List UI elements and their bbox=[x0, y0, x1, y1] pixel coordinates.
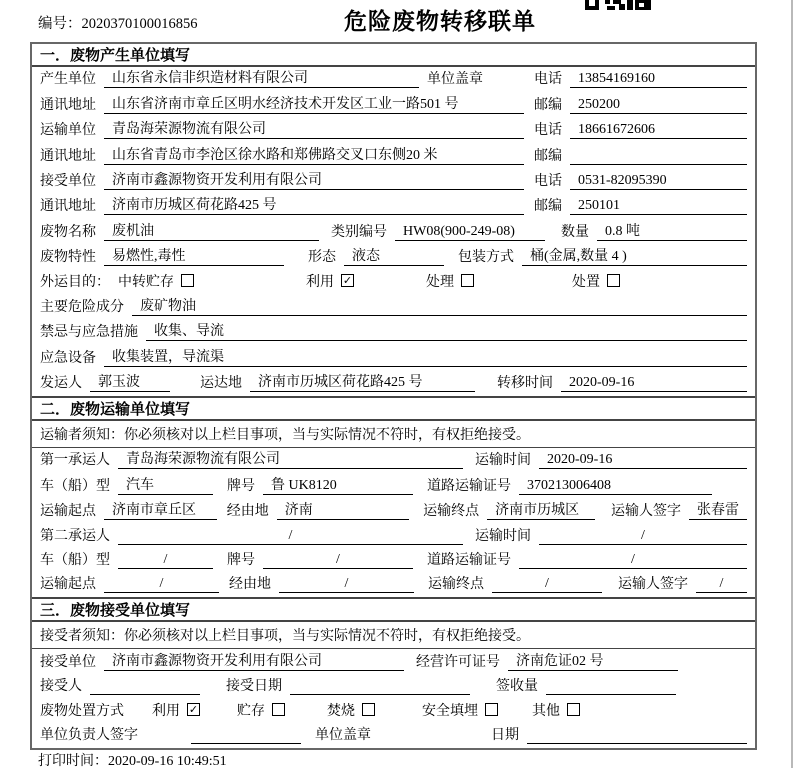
transport-address-label: 通讯地址 bbox=[40, 148, 96, 164]
page-title: 危险废物转移联单 bbox=[344, 8, 536, 34]
producer-address-row bbox=[32, 92, 755, 117]
receipt-quantity-value bbox=[546, 678, 676, 695]
disposal-option-utilize bbox=[152, 700, 200, 720]
receive-unit-row bbox=[32, 169, 755, 194]
transfer-time-value: 2020-09-16 bbox=[561, 375, 747, 392]
accept-unit-value: 济南市鑫源物资开发利用有限公司 bbox=[104, 650, 404, 671]
disposal-option-storage bbox=[237, 700, 285, 720]
vehicle-type-value: / bbox=[118, 552, 213, 569]
hazard-component-value: 废矿物油 bbox=[132, 295, 747, 316]
purpose-option-transfer-storage bbox=[118, 271, 194, 291]
packing-label: 包装方式 bbox=[458, 250, 514, 266]
page-right-edge-line bbox=[791, 0, 793, 768]
first-carrier-value: 青岛海荣源物流有限公司 bbox=[118, 448, 463, 469]
road-permit-value: / bbox=[519, 552, 747, 569]
transporter-notice: 运输者须知：你必须核对以上栏目事项，当与实际情况不符时，有权拒绝接受。 bbox=[32, 421, 755, 448]
producer-phone-value: 13854169160 bbox=[570, 71, 747, 88]
phone-label: 电话 bbox=[534, 123, 562, 139]
disposal-method-row bbox=[32, 699, 755, 723]
transfer-purpose-label: 外运目的： bbox=[40, 274, 110, 290]
phone-label: 电话 bbox=[534, 72, 562, 88]
vehicle-type-value: 汽车 bbox=[118, 474, 213, 495]
route-start-label: 运输起点 bbox=[40, 504, 96, 520]
waste-name-value: 废机油 bbox=[104, 220, 319, 241]
accept-date-label: 接受日期 bbox=[226, 679, 282, 695]
option-text: 利用 bbox=[306, 274, 334, 290]
checkbox-icon bbox=[567, 703, 580, 716]
vehicle-type-label: 车（船）型 bbox=[40, 478, 110, 494]
second-carrier-value: / bbox=[118, 528, 463, 545]
transport-time-label: 运输时间 bbox=[475, 453, 531, 469]
accept-date-value bbox=[290, 678, 470, 695]
hazard-component-row bbox=[32, 295, 755, 320]
option-text: 利用 bbox=[152, 703, 180, 719]
section1-header: 一．废物产生单位填写 bbox=[32, 44, 755, 67]
transport-unit-row bbox=[32, 118, 755, 143]
zip-label: 邮编 bbox=[534, 148, 562, 164]
plate-label: 牌号 bbox=[227, 478, 255, 494]
waste-name-row bbox=[32, 219, 755, 244]
print-time-line bbox=[38, 750, 227, 768]
license-label: 经营许可证号 bbox=[416, 654, 500, 670]
waste-property-value: 易燃性,毒性 bbox=[104, 245, 284, 266]
form-table bbox=[30, 42, 757, 750]
license-value: 济南危证02 号 bbox=[508, 650, 678, 671]
route-via-value: / bbox=[279, 576, 414, 593]
taboo-measures-row bbox=[32, 320, 755, 345]
first-carrier-label: 第一承运人 bbox=[40, 453, 110, 469]
transfer-purpose-row bbox=[32, 270, 755, 294]
purpose-option-utilize bbox=[306, 271, 354, 291]
checkbox-checked-icon: ✓ bbox=[342, 274, 353, 288]
plate-value: 鲁 UK8120 bbox=[263, 474, 413, 495]
receiver-notice: 接受者须知：你必须核对以上栏目事项，当与实际情况不符时，有权拒绝接受。 bbox=[32, 622, 755, 649]
unit-seal-label: 单位盖章 bbox=[427, 72, 483, 88]
responsible-sign-label: 单位负责人签字 bbox=[40, 727, 138, 743]
receive-address-row bbox=[32, 194, 755, 219]
route-start-value: / bbox=[104, 576, 219, 593]
destination-value: 济南市历城区荷花路425 号 bbox=[250, 371, 475, 392]
phone-label: 电话 bbox=[534, 173, 562, 189]
zip-label: 邮编 bbox=[534, 97, 562, 113]
transport-time-value: / bbox=[539, 528, 747, 545]
date-label: 日期 bbox=[491, 727, 519, 743]
carrier-sign-label: 运输人签字 bbox=[611, 504, 681, 520]
receive-zip-value: 250101 bbox=[570, 198, 747, 215]
destination-label: 运达地 bbox=[200, 376, 242, 392]
vehicle1-row bbox=[32, 473, 755, 498]
route2-row bbox=[32, 573, 755, 597]
accept-unit-row bbox=[32, 649, 755, 674]
road-permit-label: 道路运输证号 bbox=[427, 553, 511, 569]
transport-unit-label: 运输单位 bbox=[40, 123, 96, 139]
plate-label: 牌号 bbox=[227, 553, 255, 569]
option-text: 中转贮存 bbox=[118, 274, 174, 290]
option-text: 处置 bbox=[572, 274, 600, 290]
unit-seal-label: 单位盖章 bbox=[315, 727, 371, 743]
route-via-label: 经由地 bbox=[226, 504, 269, 520]
route-end-label: 运输终点 bbox=[428, 577, 484, 593]
hazard-component-label: 主要危险成分 bbox=[40, 299, 124, 315]
disposal-option-landfill bbox=[422, 700, 498, 720]
carrier-sign-value: 张春雷 bbox=[689, 499, 747, 520]
responsible-sign-value bbox=[191, 727, 301, 744]
checkbox-icon bbox=[181, 274, 194, 287]
transport-time-value: 2020-09-16 bbox=[539, 452, 747, 469]
route-end-value: 济南市历城区 bbox=[487, 499, 595, 520]
taboo-measures-label: 禁忌与应急措施 bbox=[40, 325, 138, 341]
plate-value: / bbox=[263, 552, 413, 569]
qr-code-fragment bbox=[585, 0, 651, 11]
serial-label: 编号： bbox=[38, 16, 82, 32]
option-text: 焚烧 bbox=[327, 703, 355, 719]
waste-property-row bbox=[32, 245, 755, 270]
transfer-time-label: 转移时间 bbox=[497, 376, 553, 392]
receive-unit-label: 接受单位 bbox=[40, 173, 96, 189]
checkbox-checked-icon: ✓ bbox=[188, 703, 199, 717]
emergency-equipment-value: 收集装置，导流渠 bbox=[104, 346, 747, 367]
emergency-equipment-label: 应急设备 bbox=[40, 350, 96, 366]
transport-zip-value bbox=[570, 148, 747, 165]
acceptor-value bbox=[90, 678, 200, 695]
form-state-label: 形态 bbox=[308, 250, 336, 266]
taboo-measures-value: 收集、导流 bbox=[146, 320, 747, 341]
receipt-quantity-label: 签收量 bbox=[496, 679, 538, 695]
disposal-option-incinerate bbox=[327, 700, 375, 720]
checkbox-icon bbox=[607, 274, 620, 287]
category-code-value: HW08(900-249-08) bbox=[395, 224, 545, 241]
serial-number: 2020370100016856 bbox=[81, 16, 198, 32]
acceptor-label: 接受人 bbox=[40, 679, 82, 695]
producer-zip-group bbox=[534, 94, 747, 114]
transport-phone-group bbox=[534, 119, 747, 139]
road-permit-label: 道路运输证号 bbox=[427, 478, 511, 494]
quantity-label: 数量 bbox=[561, 224, 589, 240]
producer-unit-value: 山东省永信非织造材料有限公司 bbox=[104, 67, 419, 88]
option-text: 其他 bbox=[532, 703, 560, 719]
waste-property-label: 废物特性 bbox=[40, 250, 96, 266]
disposal-method-label: 废物处置方式 bbox=[40, 703, 124, 719]
dispatcher-value: 郭玉波 bbox=[90, 371, 170, 392]
second-carrier-label: 第二承运人 bbox=[40, 528, 110, 544]
transport-phone-value: 18661672606 bbox=[570, 122, 747, 139]
dispatcher-label: 发运人 bbox=[40, 376, 82, 392]
date-value bbox=[527, 727, 747, 744]
route-start-value: 济南市章丘区 bbox=[104, 499, 217, 520]
transport-zip-group bbox=[534, 145, 747, 165]
receive-phone-value: 0531-82095390 bbox=[570, 173, 747, 190]
route-end-label: 运输终点 bbox=[423, 504, 480, 520]
accept-unit-label: 接受单位 bbox=[40, 654, 96, 670]
vehicle-type-label: 车（船）型 bbox=[40, 553, 110, 569]
zip-label: 邮编 bbox=[534, 199, 562, 215]
producer-phone-group bbox=[534, 68, 747, 88]
checkbox-icon bbox=[461, 274, 474, 287]
section2-header: 二．废物运输单位填写 bbox=[32, 396, 755, 421]
disposal-option-other bbox=[532, 700, 580, 720]
option-text: 处理 bbox=[426, 274, 454, 290]
print-time-value: 2020-09-16 10:49:51 bbox=[108, 754, 227, 768]
first-carrier-row bbox=[32, 448, 755, 473]
transport-address-value: 山东省青岛市李沧区徐水路和郑佛路交叉口东侧20 米 bbox=[104, 144, 524, 165]
producer-zip-value: 250200 bbox=[570, 97, 747, 114]
receive-unit-value: 济南市鑫源物资开发利用有限公司 bbox=[104, 169, 524, 190]
checkbox-icon bbox=[485, 703, 498, 716]
receive-phone-group bbox=[534, 170, 747, 190]
carrier-sign-value: / bbox=[696, 576, 747, 593]
second-carrier-row bbox=[32, 524, 755, 548]
emergency-equipment-row bbox=[32, 345, 755, 370]
route1-row bbox=[32, 499, 755, 524]
category-code-label: 类别编号 bbox=[331, 224, 387, 240]
route-end-value: / bbox=[492, 576, 602, 593]
waste-name-label: 废物名称 bbox=[40, 224, 96, 240]
producer-unit-label: 产生单位 bbox=[40, 72, 96, 88]
dispatcher-row bbox=[32, 371, 755, 396]
carrier-sign-label: 运输人签字 bbox=[618, 577, 688, 593]
option-text: 贮存 bbox=[237, 703, 265, 719]
receive-zip-group bbox=[534, 195, 747, 215]
section3-header: 三．废物接受单位填写 bbox=[32, 597, 755, 622]
print-time-label: 打印时间： bbox=[38, 754, 108, 768]
option-text: 安全填埋 bbox=[422, 703, 478, 719]
transport-address-row bbox=[32, 143, 755, 168]
transport-time-label: 运输时间 bbox=[475, 528, 531, 544]
vehicle2-row bbox=[32, 549, 755, 573]
acceptor-row bbox=[32, 675, 755, 699]
route-via-label: 经由地 bbox=[229, 577, 271, 593]
checkbox-icon bbox=[362, 703, 375, 716]
packing-value: 桶(金属,数量 4 ) bbox=[522, 245, 747, 266]
producer-address-label: 通讯地址 bbox=[40, 97, 96, 113]
road-permit-value: 370213006408 bbox=[519, 478, 712, 495]
purpose-option-treat bbox=[426, 271, 474, 291]
responsible-sign-row bbox=[32, 724, 755, 748]
route-start-label: 运输起点 bbox=[40, 577, 96, 593]
producer-unit-row bbox=[32, 67, 755, 92]
route-via-value: 济南 bbox=[277, 499, 409, 520]
checkbox-icon bbox=[272, 703, 285, 716]
transport-unit-value: 青岛海荣源物流有限公司 bbox=[104, 118, 524, 139]
receive-address-value: 济南市历城区荷花路425 号 bbox=[104, 194, 524, 215]
purpose-option-dispose bbox=[572, 271, 620, 291]
producer-address-value: 山东省济南市章丘区明水经济技术开发区工业一路501 号 bbox=[104, 93, 524, 114]
quantity-value: 0.8 吨 bbox=[597, 220, 747, 241]
receive-address-label: 通讯地址 bbox=[40, 199, 96, 215]
form-state-value: 液态 bbox=[344, 245, 444, 266]
